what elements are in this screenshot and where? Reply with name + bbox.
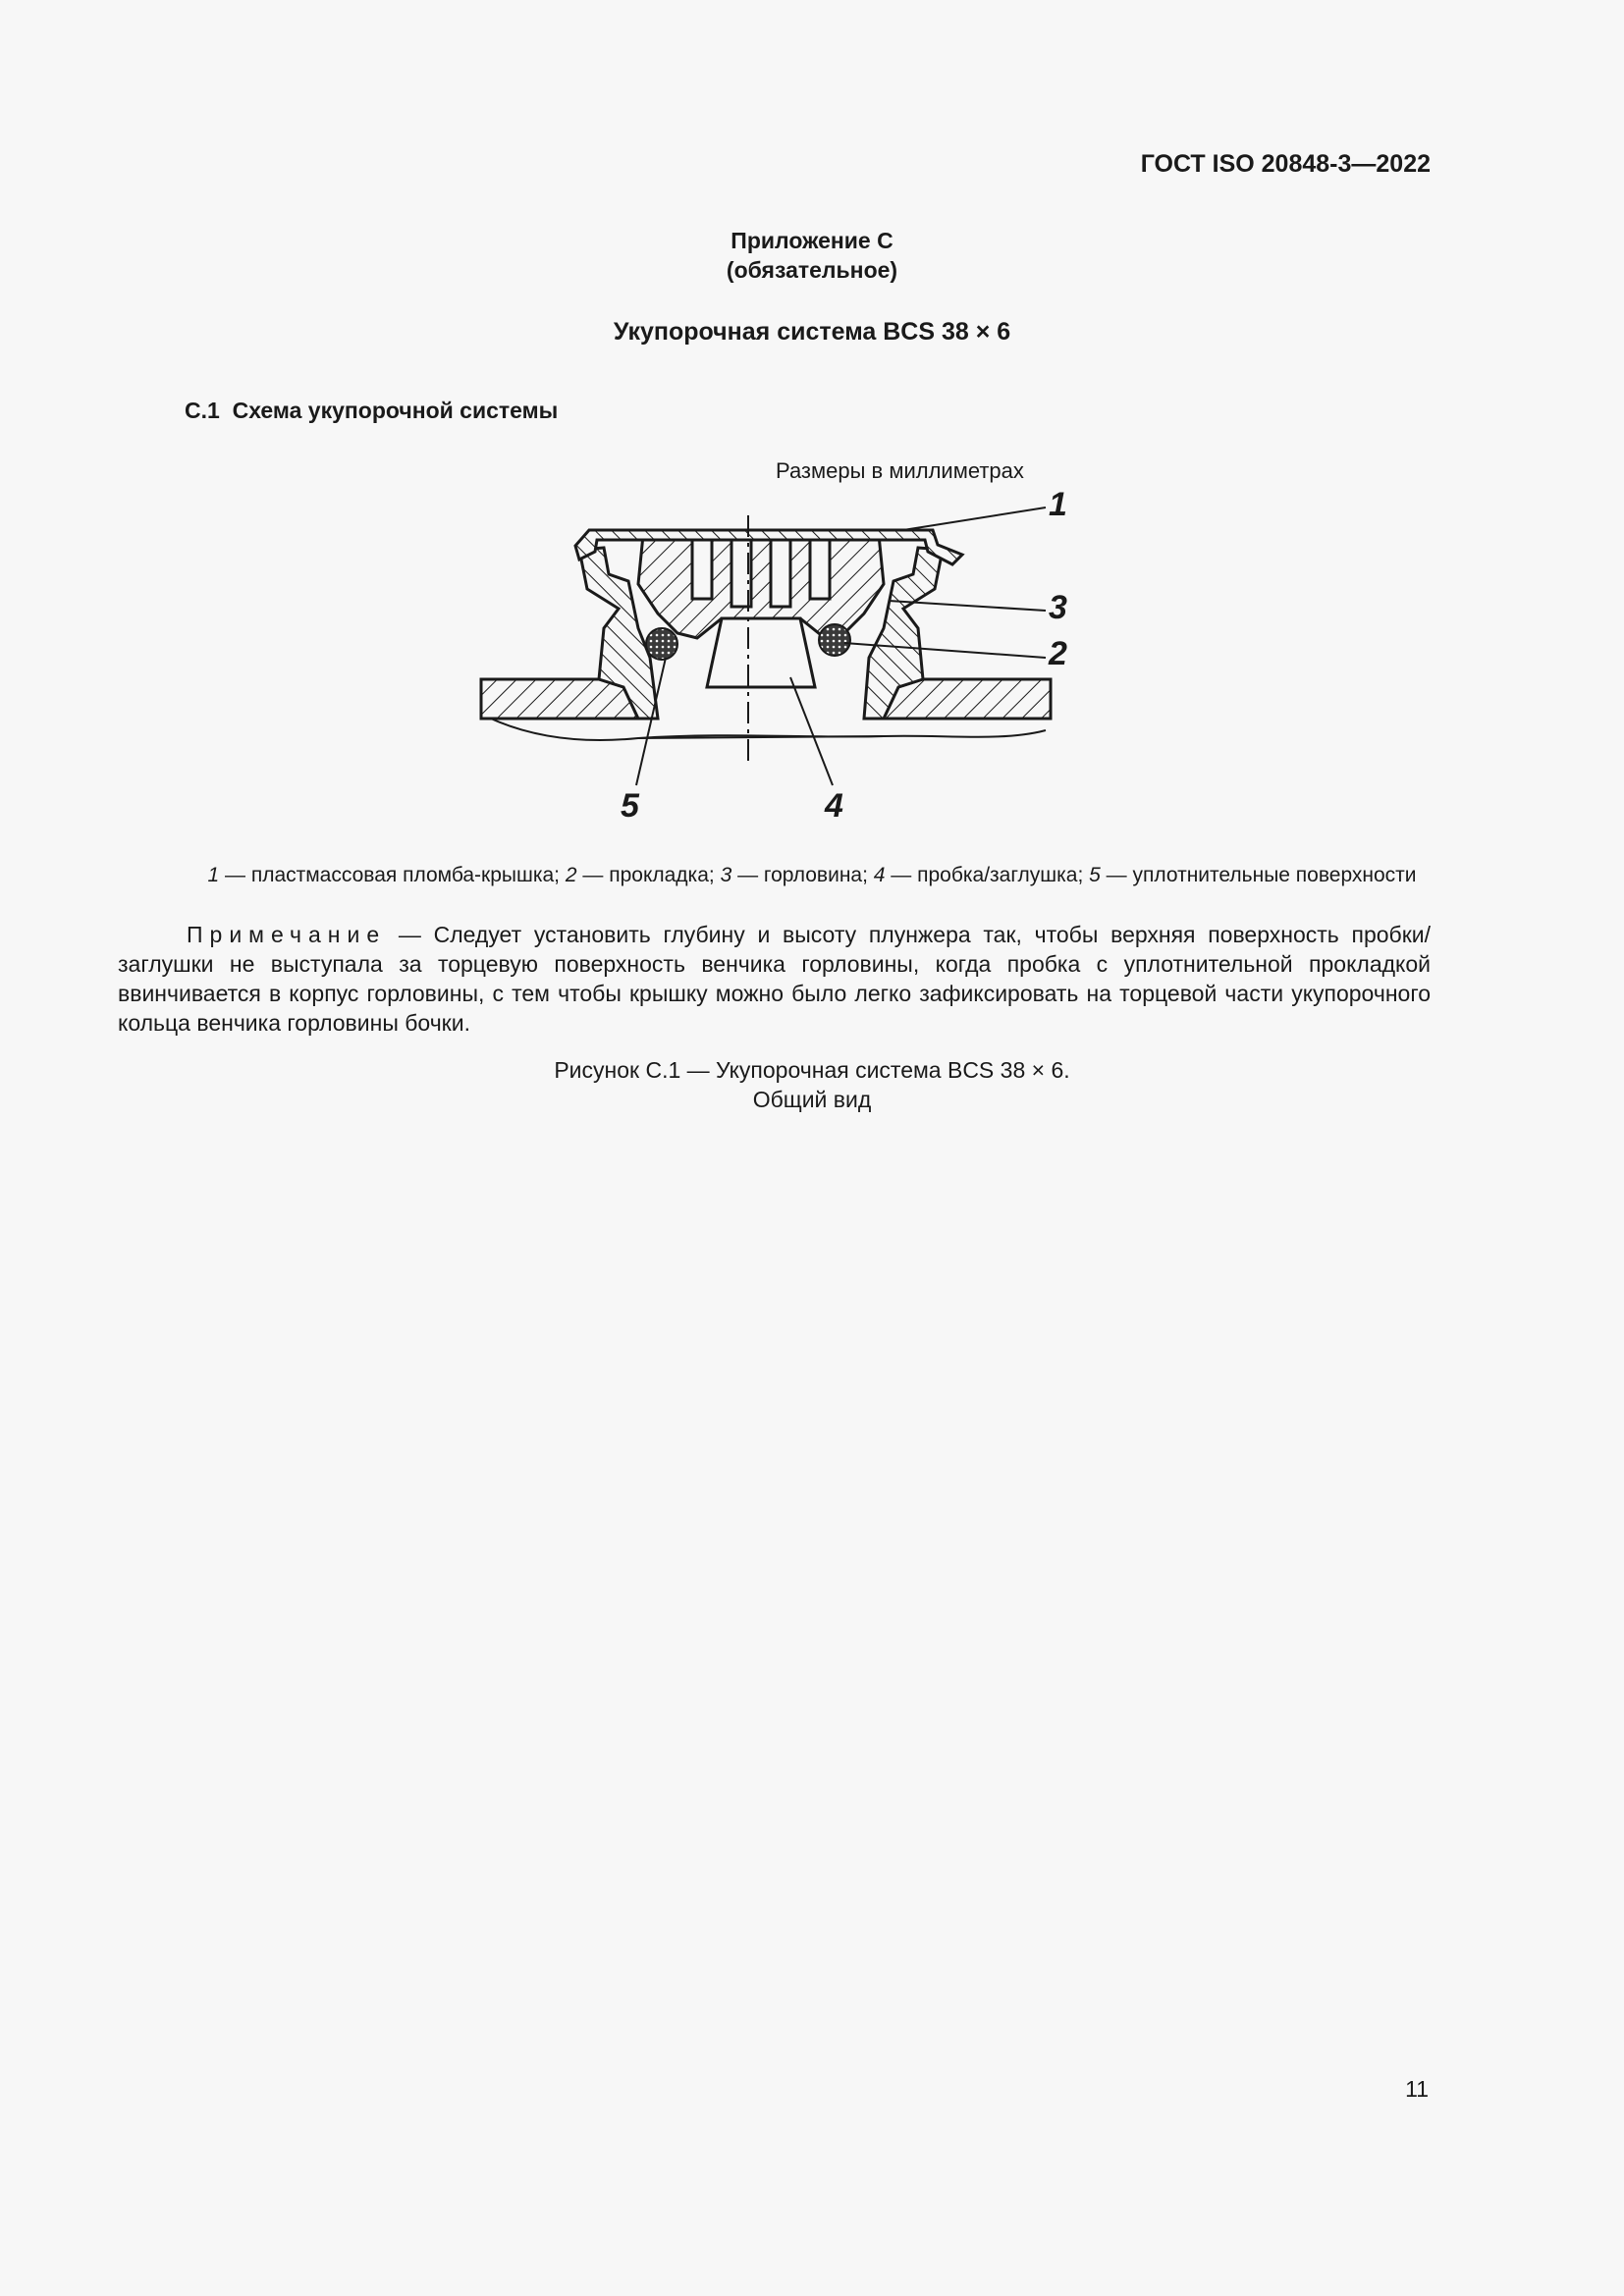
page-number: 11	[1405, 2076, 1429, 2102]
page-title: Укупорочная система BCS 38 × 6	[613, 318, 1011, 346]
dimensions-note: Размеры в миллиметрах	[776, 458, 1024, 483]
callout-2: 2	[1049, 635, 1067, 672]
note-label: Примечание	[187, 922, 387, 947]
figure-caption	[0, 1055, 1624, 1114]
plug-inner-cavity	[707, 618, 815, 687]
annex-heading	[0, 226, 1624, 285]
legend-num: 1	[207, 864, 220, 886]
callout-3: 3	[1049, 589, 1067, 626]
callout-4: 4	[825, 787, 843, 825]
section-heading	[185, 398, 558, 424]
callout-1: 1	[1049, 486, 1067, 523]
caption-line-2: Общий вид	[752, 1087, 872, 1112]
note-paragraph	[118, 920, 1431, 1038]
legend-num: 4	[873, 864, 886, 886]
legend-num: 5	[1089, 864, 1101, 886]
document-code: ГОСТ ISO 20848-3—2022	[1140, 150, 1431, 178]
legend-num: 2	[565, 864, 577, 886]
legend-text: — пластмассовая пломба-крышка;	[219, 864, 566, 886]
legend-text: — уплотнительные поверхности	[1100, 864, 1417, 886]
figure-legend	[0, 864, 1624, 887]
annex-status: (обязательное)	[726, 257, 898, 283]
legend-text: — прокладка;	[576, 864, 721, 886]
gasket-right	[819, 624, 850, 656]
annex-title: Приложение С	[731, 228, 893, 253]
callout-5: 5	[621, 787, 639, 825]
legend-text: — горловина;	[731, 864, 874, 886]
legend-text: — пробка/заглушка;	[885, 864, 1090, 886]
gasket-left	[646, 628, 677, 660]
closure-diagram	[471, 486, 1067, 844]
note-text: — Следует установить глубину и высоту плунжера так, чтобы верхняя поверхность пробки/заглушки не выступала за торцевую поверхность венчика горловины, когда пробка с уплотнительной прокладкой ввинчивается в корпус горловины, с тем чтобы крышку можно было легко зафиксировать на торцевой части укупорочного кольца венчика горловины бочки.	[118, 922, 1431, 1036]
caption-line-1: Рисунок С.1 — Укупорочная система BCS 38 × 6.	[554, 1057, 1070, 1083]
section-number: С.1	[185, 398, 220, 423]
section-title: Схема укупорочной системы	[232, 398, 559, 423]
legend-num: 3	[720, 864, 732, 886]
